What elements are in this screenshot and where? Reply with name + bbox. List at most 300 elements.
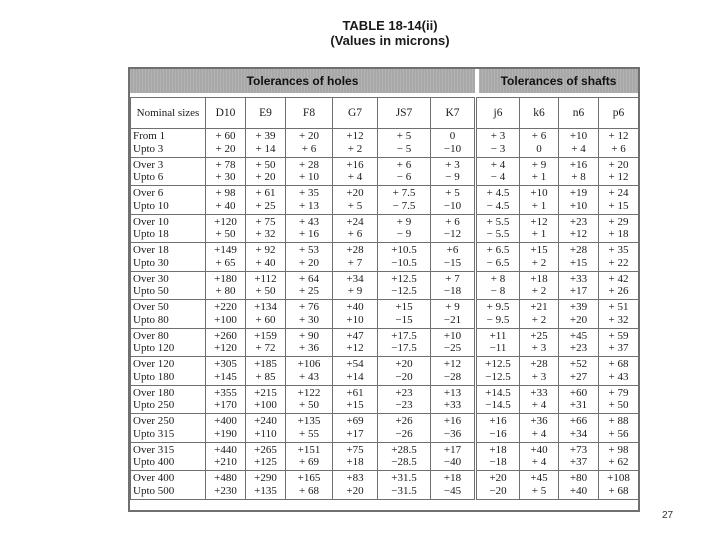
lower-deviation: +34 [569,427,588,440]
upper-deviation: + 6 [396,158,412,171]
upper-deviation: + 35 [608,244,629,257]
upper-deviation: +18 [489,443,507,456]
tolerance-cell-g7 [333,271,378,300]
lower-deviation: −10 [443,142,462,155]
tolerance-cell-d10 [206,385,246,414]
tolerance-cell-p6 [599,471,639,500]
tolerance-cell-e9 [246,328,286,357]
lower-deviation: −25 [443,342,462,355]
upper-deviation: +80 [569,472,588,485]
lower-deviation: −12 [443,228,462,241]
size-lower-bound: Over 250 [133,415,175,428]
tolerance-cell-n6 [559,129,599,158]
column-header-k6: k6 [520,98,559,129]
upper-deviation: +106 [297,358,321,371]
tolerance-cell-e9 [246,442,286,471]
lower-deviation: + 50 [255,285,276,298]
lower-deviation: + 6 [347,228,363,241]
tolerance-cell-g7 [333,471,378,500]
lower-deviation: + 20 [299,256,319,269]
tolerance-cell-j6 [476,328,520,357]
upper-deviation: +83 [346,472,364,485]
tolerance-cell-k7 [431,385,476,414]
lower-deviation: +37 [569,456,588,469]
lower-deviation: + 55 [299,427,319,440]
tolerance-cell-e9 [246,214,286,243]
size-lower-bound: Over 315 [133,443,175,456]
tolerance-cell-d10 [206,471,246,500]
upper-deviation: +185 [254,358,277,371]
tolerance-cell-p6 [599,186,639,215]
lower-deviation: + 1 [531,228,547,241]
lower-deviation: +15 [346,399,364,412]
lower-deviation: + 37 [608,342,629,355]
tolerance-cell-g7 [333,300,378,329]
column-header-p6: p6 [599,98,639,129]
upper-deviation: + 64 [299,272,319,285]
size-upper-bound: Upto 30 [133,256,169,269]
tolerance-cell-n6 [559,157,599,186]
upper-deviation: +355 [214,386,237,399]
size-upper-bound: Upto 80 [133,313,169,326]
size-range-cell [131,414,206,443]
tolerance-cell-g7 [333,214,378,243]
lower-deviation: +33 [443,399,462,412]
tolerance-cell-f8 [286,328,333,357]
upper-deviation: + 5 [445,187,460,200]
upper-deviation: +31.5 [391,472,417,485]
table-row [131,243,639,272]
lower-deviation: + 85 [255,370,276,383]
upper-deviation: +151 [297,443,321,456]
lower-deviation: + 40 [255,256,276,269]
size-lower-bound: Over 400 [133,472,175,485]
upper-deviation: + 51 [608,301,629,314]
lower-deviation: − 3 [490,142,506,155]
tolerance-cell-d10 [206,129,246,158]
upper-deviation: + 59 [608,329,629,342]
size-lower-bound: Over 3 [133,158,164,171]
lower-deviation: +20 [569,313,588,326]
table-row [131,186,639,215]
tolerance-cell-k7 [431,357,476,386]
lower-deviation: + 2 [531,313,547,326]
lower-deviation: −12.5 [391,285,417,298]
column-header-d10: D10 [206,98,246,129]
lower-deviation: + 14 [255,142,276,155]
size-lower-bound: Over 80 [133,329,169,342]
table-row [131,157,639,186]
tolerance-cell-e9 [246,129,286,158]
tolerance-cell-p6 [599,214,639,243]
upper-deviation: +33 [569,272,588,285]
shafts-group-header: Tolerances of shafts [479,69,638,93]
size-upper-bound: Upto 250 [133,399,175,412]
tolerance-cell-j6 [476,214,520,243]
lower-deviation: −12.5 [485,370,511,383]
tolerance-cell-f8 [286,385,333,414]
size-upper-bound: Upto 6 [133,171,164,184]
lower-deviation: + 26 [608,285,629,298]
upper-deviation: +16 [346,158,364,171]
upper-deviation: + 9 [531,158,547,171]
upper-deviation: +165 [297,472,321,485]
table-row [131,271,639,300]
lower-deviation: −20 [489,484,507,497]
tolerance-cell-g7 [333,414,378,443]
tolerance-cell-k6 [520,385,559,414]
tolerance-cell-d10 [206,300,246,329]
lower-deviation: + 72 [255,342,276,355]
size-range-cell [131,157,206,186]
tolerance-cell-j6 [476,271,520,300]
upper-deviation: +16 [443,415,462,428]
size-lower-bound: Over 6 [133,187,164,200]
lower-deviation: + 16 [299,228,319,241]
upper-deviation: +134 [254,301,277,314]
upper-deviation: + 92 [255,244,276,257]
lower-deviation: + 50 [299,399,319,412]
lower-deviation: + 69 [299,456,319,469]
upper-deviation: +24 [346,215,364,228]
lower-deviation: + 22 [608,256,629,269]
tolerance-cell-f8 [286,129,333,158]
upper-deviation: +20 [489,472,507,485]
upper-deviation: +240 [254,415,277,428]
upper-deviation: +12.5 [391,272,417,285]
lower-deviation: + 5 [347,199,363,212]
lower-deviation: +170 [214,399,237,412]
upper-deviation: +12 [443,358,462,371]
tolerance-cell-k6 [520,214,559,243]
tolerance-cell-js7 [378,357,431,386]
upper-deviation: +149 [214,244,237,257]
tolerance-cell-n6 [559,328,599,357]
upper-deviation: +440 [214,443,237,456]
upper-deviation: +135 [297,415,321,428]
tolerance-table [130,97,639,500]
upper-deviation: +45 [569,329,588,342]
upper-deviation: +6 [446,244,459,257]
tolerance-cell-js7 [378,129,431,158]
lower-deviation: + 4 [571,142,586,155]
table-title: TABLE 18-14(ii) [342,18,438,33]
lower-deviation: + 50 [608,399,629,412]
size-lower-bound: Over 180 [133,386,175,399]
lower-deviation: − 6.5 [486,256,510,269]
upper-deviation: +61 [346,386,364,399]
lower-deviation: − 5 [396,142,412,155]
size-range-cell [131,243,206,272]
lower-deviation: + 20 [255,171,276,184]
tolerance-cell-k6 [520,157,559,186]
lower-deviation: + 18 [608,228,629,241]
size-range-cell [131,471,206,500]
lower-deviation: + 6 [611,142,626,155]
upper-deviation: +75 [346,443,364,456]
size-upper-bound: Upto 3 [133,142,164,155]
tolerance-cell-j6 [476,385,520,414]
tolerance-cell-k7 [431,186,476,215]
table-row [131,471,639,500]
lower-deviation: − 8 [490,285,506,298]
tolerance-cell-d10 [206,414,246,443]
tolerance-cell-f8 [286,243,333,272]
upper-deviation: + 9.5 [486,301,510,314]
column-header-n6: n6 [559,98,599,129]
lower-deviation: +18 [346,456,364,469]
column-header-f8: F8 [286,98,333,129]
lower-deviation: −15 [395,313,413,326]
tolerance-cell-j6 [476,300,520,329]
upper-deviation: +60 [569,386,588,399]
upper-deviation: + 76 [299,301,319,314]
size-lower-bound: Over 30 [133,272,169,285]
upper-deviation: + 42 [608,272,629,285]
size-lower-bound: Over 18 [133,244,169,257]
size-lower-bound: Over 10 [133,215,169,228]
tolerance-cell-f8 [286,271,333,300]
size-lower-bound: Over 120 [133,358,175,371]
tolerance-cell-j6 [476,414,520,443]
tolerance-cell-k6 [520,471,559,500]
lower-deviation: + 68 [299,484,319,497]
upper-deviation: +12.5 [485,358,511,371]
tolerance-cell-e9 [246,271,286,300]
lower-deviation: − 7.5 [392,199,416,212]
tolerance-cell-js7 [378,328,431,357]
upper-deviation: + 6 [531,130,547,143]
tolerance-cell-g7 [333,243,378,272]
column-header-g7: G7 [333,98,378,129]
lower-deviation: +190 [214,427,237,440]
lower-deviation: + 60 [255,313,276,326]
column-header-row [131,98,639,129]
lower-deviation: −11 [489,342,507,355]
tolerance-cell-js7 [378,243,431,272]
tolerance-cell-f8 [286,157,333,186]
tolerance-cell-f8 [286,471,333,500]
tolerance-cell-js7 [378,214,431,243]
tolerance-cell-k6 [520,414,559,443]
upper-deviation: + 20 [608,158,629,171]
lower-deviation: −28.5 [391,456,417,469]
lower-deviation: − 9.5 [486,313,510,326]
tolerance-cell-k6 [520,442,559,471]
column-header-k7: K7 [431,98,476,129]
tolerance-cell-p6 [599,414,639,443]
size-range-cell [131,442,206,471]
upper-deviation: +215 [254,386,277,399]
lower-deviation: −40 [443,456,462,469]
tolerance-cell-js7 [378,271,431,300]
size-range-cell [131,357,206,386]
upper-deviation: +33 [530,386,548,399]
tolerance-cell-g7 [333,442,378,471]
lower-deviation: + 25 [255,199,276,212]
tolerance-cell-d10 [206,271,246,300]
lower-deviation: −17.5 [391,342,417,355]
upper-deviation: + 98 [215,187,236,200]
lower-deviation: +100 [254,399,277,412]
lower-deviation: −45 [443,484,462,497]
tolerance-cell-j6 [476,129,520,158]
tolerance-cell-k7 [431,300,476,329]
size-range-cell [131,214,206,243]
upper-deviation: + 4.5 [486,187,510,200]
tolerance-cell-k6 [520,357,559,386]
upper-deviation: + 78 [215,158,236,171]
tolerance-cell-p6 [599,385,639,414]
tolerance-cell-js7 [378,186,431,215]
tolerance-table-frame [128,67,640,512]
lower-deviation: + 62 [608,456,629,469]
lower-deviation: +23 [569,342,588,355]
lower-deviation: + 32 [255,228,276,241]
upper-deviation: +21 [530,301,548,314]
upper-deviation: +15 [395,301,413,314]
lower-deviation: + 32 [608,313,629,326]
size-upper-bound: Upto 180 [133,370,175,383]
tolerance-cell-g7 [333,385,378,414]
upper-deviation: +34 [346,272,364,285]
lower-deviation: −18 [443,285,462,298]
lower-deviation: +17 [346,427,364,440]
upper-deviation: +18 [530,272,548,285]
lower-deviation: +12 [346,342,364,355]
lower-deviation: + 50 [215,228,236,241]
page-number: 27 [662,510,674,521]
tolerance-cell-e9 [246,471,286,500]
tolerance-cell-f8 [286,186,333,215]
tolerance-cell-p6 [599,243,639,272]
lower-deviation: − 4 [490,171,506,184]
tolerance-cell-k6 [520,328,559,357]
lower-deviation: +125 [254,456,277,469]
upper-deviation: +10 [569,130,588,143]
lower-deviation: −14.5 [485,399,511,412]
tolerance-cell-n6 [559,442,599,471]
tolerance-cell-e9 [246,414,286,443]
lower-deviation: − 6 [396,171,412,184]
lower-deviation: + 25 [299,285,319,298]
tolerance-cell-f8 [286,214,333,243]
tolerance-cell-k6 [520,271,559,300]
upper-deviation: + 53 [299,244,319,257]
lower-deviation: −21 [443,313,462,326]
upper-deviation: +47 [346,329,364,342]
upper-deviation: +45 [530,472,548,485]
column-header-nominal-sizes: Nominal sizes [131,98,206,129]
upper-deviation: +39 [569,301,588,314]
lower-deviation: +31 [569,399,588,412]
lower-deviation: + 9 [347,285,363,298]
tolerance-cell-js7 [378,157,431,186]
lower-deviation: +210 [214,456,237,469]
size-upper-bound: Upto 500 [133,484,175,497]
tolerance-cell-e9 [246,300,286,329]
tolerance-cell-d10 [206,328,246,357]
upper-deviation: + 4 [490,158,506,171]
upper-deviation: + 20 [299,130,319,143]
lower-deviation: +100 [214,313,237,326]
table-row [131,129,639,158]
upper-deviation: +18 [443,472,462,485]
upper-deviation: +10 [443,329,462,342]
tolerance-cell-j6 [476,243,520,272]
tolerance-cell-n6 [559,243,599,272]
size-lower-bound: From 1 [133,130,166,143]
tolerance-cell-p6 [599,328,639,357]
tolerance-cell-k7 [431,129,476,158]
tolerance-cell-n6 [559,357,599,386]
lower-deviation: −15 [443,256,462,269]
size-range-cell [131,385,206,414]
size-range-cell [131,186,206,215]
upper-deviation: +17.5 [391,329,417,342]
tolerance-cell-n6 [559,471,599,500]
upper-deviation: +11 [489,329,507,342]
tolerance-cell-n6 [559,271,599,300]
lower-deviation: + 10 [299,171,319,184]
tolerance-cell-e9 [246,243,286,272]
tolerance-cell-d10 [206,442,246,471]
lower-deviation: + 15 [608,199,629,212]
table-row [131,385,639,414]
upper-deviation: +15 [530,244,548,257]
upper-deviation: + 68 [608,358,629,371]
lower-deviation: + 20 [215,142,236,155]
tolerance-cell-e9 [246,157,286,186]
lower-deviation: 0 [536,142,542,155]
lower-deviation: +40 [569,484,588,497]
lower-deviation: + 8 [571,171,586,184]
lower-deviation: −28 [443,370,462,383]
tolerance-cell-j6 [476,471,520,500]
upper-deviation: +265 [254,443,277,456]
tolerance-cell-n6 [559,414,599,443]
upper-deviation: + 5.5 [486,215,510,228]
upper-deviation: + 50 [255,158,276,171]
upper-deviation: + 43 [299,215,319,228]
upper-deviation: +112 [254,272,277,285]
lower-deviation: +120 [214,342,237,355]
size-range-cell [131,300,206,329]
upper-deviation: +17 [443,443,462,456]
upper-deviation: +305 [214,358,237,371]
upper-deviation: +480 [214,472,237,485]
size-upper-bound: Upto 315 [133,427,175,440]
lower-deviation: + 80 [215,285,236,298]
upper-deviation: + 79 [608,386,629,399]
upper-deviation: +10.5 [391,244,417,257]
upper-deviation: + 9 [445,301,460,314]
tolerance-cell-n6 [559,300,599,329]
tolerance-cell-js7 [378,471,431,500]
lower-deviation: + 5 [531,484,547,497]
upper-deviation: + 90 [299,329,319,342]
upper-deviation: + 39 [255,130,276,143]
upper-deviation: + 9 [396,215,412,228]
upper-deviation: + 8 [490,272,506,285]
upper-deviation: +28 [530,358,548,371]
tolerance-cell-j6 [476,442,520,471]
lower-deviation: + 7 [347,256,363,269]
lower-deviation: + 30 [299,313,319,326]
lower-deviation: + 6 [301,142,317,155]
size-range-cell [131,129,206,158]
lower-deviation: + 3 [531,342,547,355]
